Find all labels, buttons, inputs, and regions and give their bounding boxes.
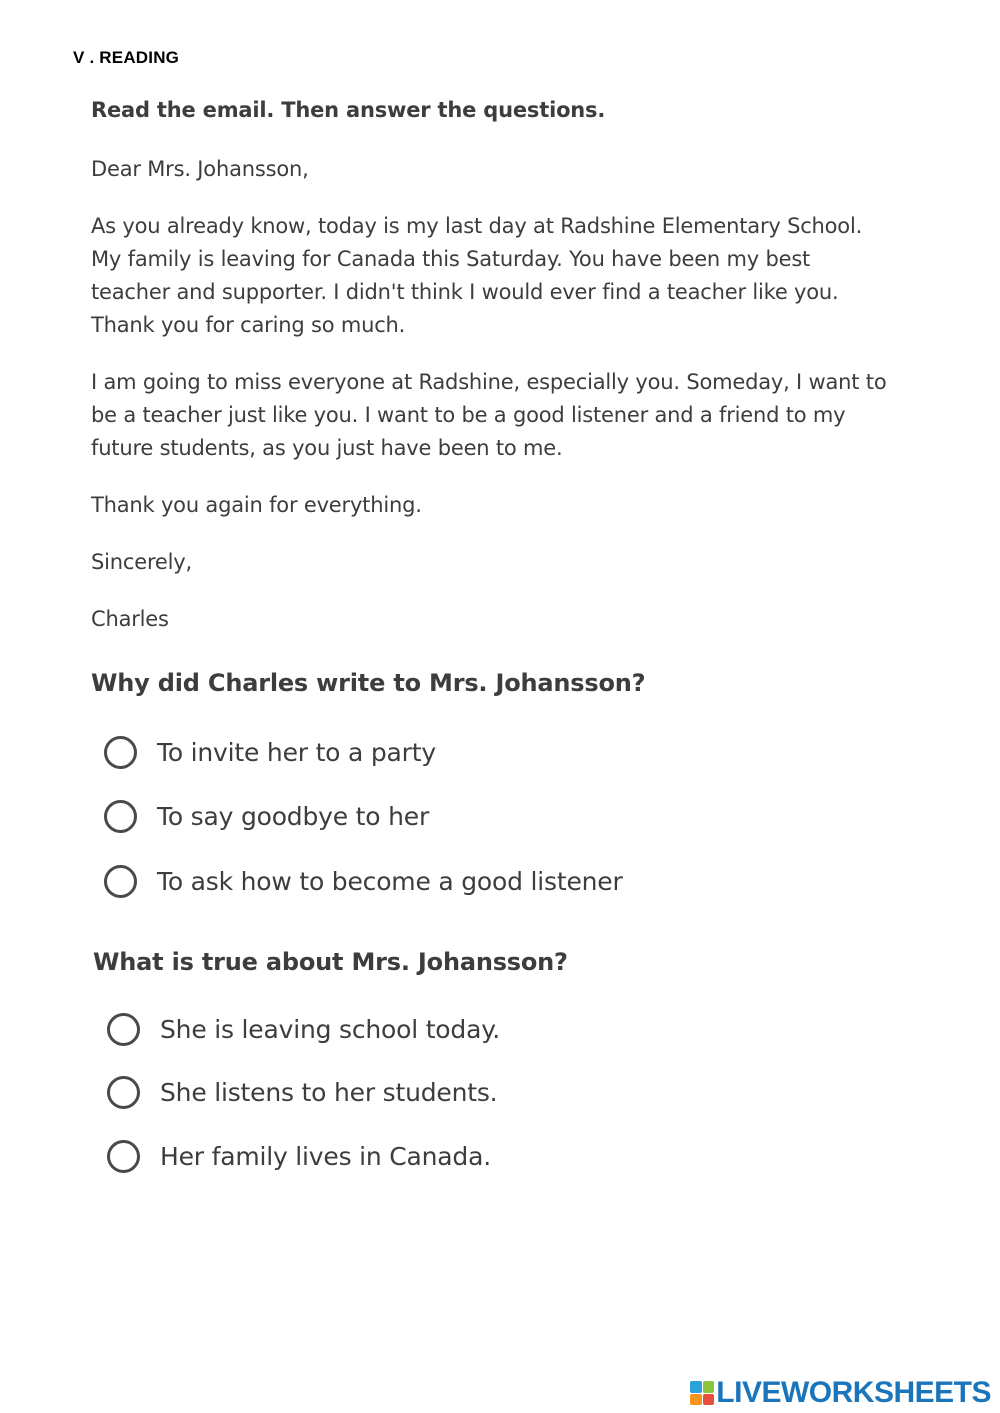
logo-text: LIVEWORKSHEETS xyxy=(716,1376,991,1409)
radio-button[interactable] xyxy=(104,865,137,898)
radio-button[interactable] xyxy=(107,1076,140,1109)
liveworksheets-logo-icon xyxy=(690,1381,714,1405)
radio-button[interactable] xyxy=(104,800,137,833)
option-label: She listens to her students. xyxy=(160,1077,498,1107)
radio-button[interactable] xyxy=(107,1140,140,1173)
option-label: Her family lives in Canada. xyxy=(160,1141,491,1171)
option-1-3[interactable] xyxy=(104,861,623,901)
email-thanks: Thank you again for everything. xyxy=(91,493,422,517)
option-1-1[interactable] xyxy=(104,732,436,772)
email-paragraph-2: I am going to miss everyone at Radshine, especially you. Someday, I want to be a teacher just like you. I want to be a good listener and a friend to my future students, as you just have been to me. xyxy=(91,370,887,460)
section-title: V . READING xyxy=(73,48,180,67)
option-2-3[interactable] xyxy=(107,1136,491,1176)
radio-button[interactable] xyxy=(104,736,137,769)
email-greeting: Dear Mrs. Johansson, xyxy=(91,157,309,181)
instruction: Read the email. Then answer the questions. xyxy=(91,98,606,122)
email-closing: Sincerely, xyxy=(91,550,192,574)
option-2-2[interactable] xyxy=(107,1072,497,1112)
option-label: To invite her to a party xyxy=(157,737,436,767)
option-label: To say goodbye to her xyxy=(157,801,430,831)
question-2: What is true about Mrs. Johansson? xyxy=(93,948,568,976)
liveworksheets-logo xyxy=(690,1376,991,1410)
option-2-1[interactable] xyxy=(107,1009,500,1049)
option-1-2[interactable] xyxy=(104,796,429,836)
option-label: She is leaving school today. xyxy=(160,1014,500,1044)
radio-button[interactable] xyxy=(107,1013,140,1046)
email-paragraph-1: As you already know, today is my last day at Radshine Elementary School. My family is leaving for Canada this Saturday. You have been my best teacher and supporter. I didn't think I would ever find a teacher like you. Thank you for caring so much. xyxy=(91,214,863,337)
question-1: Why did Charles write to Mrs. Johansson? xyxy=(91,669,646,697)
email-signature: Charles xyxy=(91,607,169,631)
option-label: To ask how to become a good listener xyxy=(157,866,623,896)
